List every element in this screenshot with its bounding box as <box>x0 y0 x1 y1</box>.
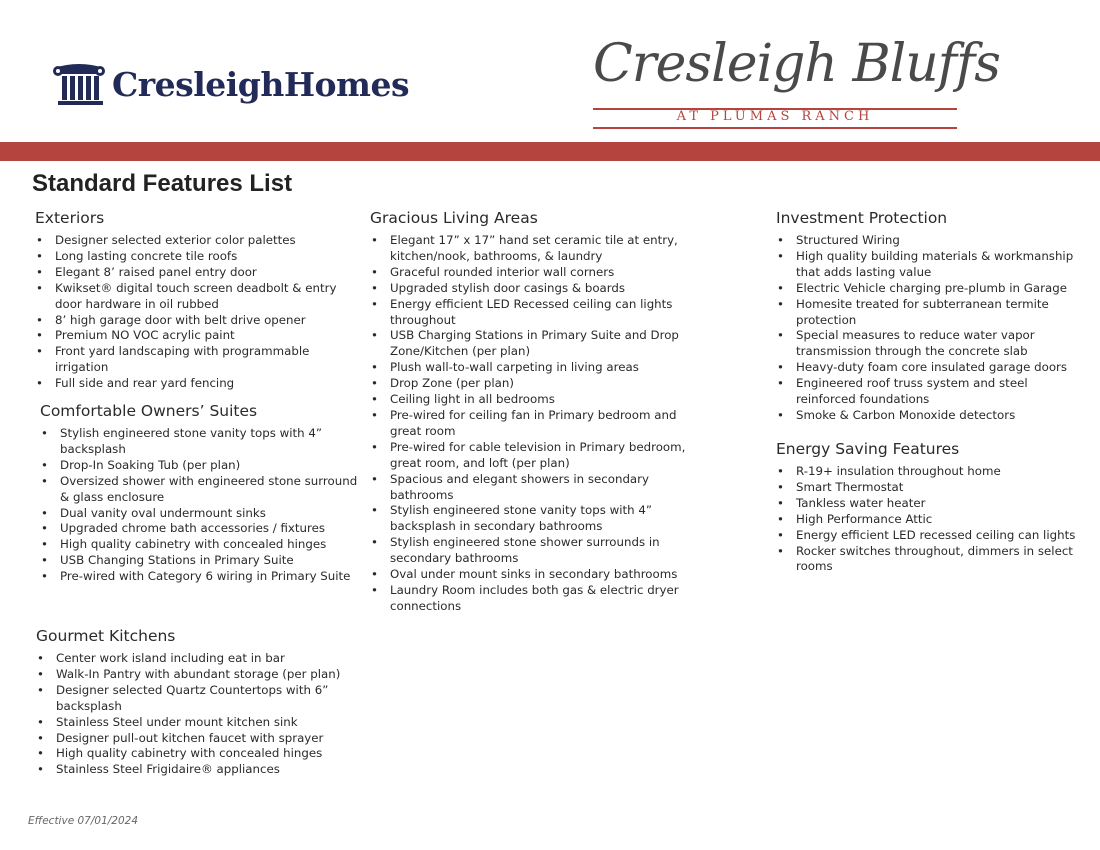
feature-item: • Stylish engineered stone shower surrounds in secondary bathrooms <box>370 535 705 567</box>
brand-right-sub: AT PLUMAS RANCH <box>676 109 874 124</box>
effective-date: Effective 07/01/2024 <box>28 815 139 827</box>
feature-item: • Spacious and elegant showers in secondary bathrooms <box>370 472 705 504</box>
feature-item: • Upgraded stylish door casings & boards <box>370 281 705 297</box>
feature-item: • Rocker switches throughout, dimmers in select rooms <box>776 544 1088 576</box>
feature-item: • Graceful rounded interior wall corners <box>370 265 705 281</box>
feature-item: • High quality building materials & workmanship that adds lasting value <box>776 249 1088 281</box>
feature-item: • Elegant 8’ raised panel entry door <box>35 265 355 281</box>
feature-item: • High quality cabinetry with concealed hinges <box>40 537 362 553</box>
feature-item: • Drop-In Soaking Tub (per plan) <box>40 458 362 474</box>
feature-item: • Ceiling light in all bedrooms <box>370 392 705 408</box>
feature-item: • Walk-In Pantry with abundant storage (per plan) <box>36 667 356 683</box>
feature-item: • Pre-wired with Category 6 wiring in Primary Suite <box>40 569 362 585</box>
feature-item: • Stylish engineered stone vanity tops with 4” backsplash <box>40 426 362 458</box>
feature-item: • Stainless Steel under mount kitchen sink <box>36 715 356 731</box>
feature-item: • Special measures to reduce water vapor transmission through the concrete slab <box>776 328 1088 360</box>
feature-item: • R-19+ insulation throughout home <box>776 464 1088 480</box>
feature-item: • Center work island including eat in bar <box>36 651 356 667</box>
feature-item: • USB Changing Stations in Primary Suite <box>40 553 362 569</box>
feature-item: • High Performance Attic <box>776 512 1088 528</box>
feature-item: • Oval under mount sinks in secondary bathrooms <box>370 567 705 583</box>
feature-item: • Smoke & Carbon Monoxide detectors <box>776 408 1088 424</box>
section-heading: Comfortable Owners’ Suites <box>40 402 258 420</box>
section-heading: Energy Saving Features <box>776 440 960 458</box>
feature-item: • Kwikset® digital touch screen deadbolt & entry door hardware in oil rubbed <box>35 281 355 313</box>
section-exteriors <box>35 209 355 392</box>
feature-item: • Upgraded chrome bath accessories / fixtures <box>40 521 362 537</box>
feature-item: • Tankless water heater <box>776 496 1088 512</box>
feature-list <box>776 233 1088 424</box>
feature-item: • Stylish engineered stone vanity tops with 4” backsplash in secondary bathrooms <box>370 503 705 535</box>
brand-left-name: CresleighHomes <box>112 64 410 104</box>
feature-item: • Homesite treated for subterranean termite protection <box>776 297 1088 329</box>
feature-item: • Long lasting concrete tile roofs <box>35 249 355 265</box>
brand-right-script: Cresleigh Bluffs <box>593 34 1000 94</box>
section-investment <box>776 209 1088 424</box>
feature-item: • Oversized shower with engineered stone surround & glass enclosure <box>40 474 362 506</box>
feature-item: • Plush wall-to-wall carpeting in living areas <box>370 360 705 376</box>
feature-item: • Dual vanity oval undermount sinks <box>40 506 362 522</box>
feature-item: • 8’ high garage door with belt drive opener <box>35 313 355 329</box>
feature-item: • Electric Vehicle charging pre-plumb in Garage <box>776 281 1088 297</box>
feature-list <box>40 426 362 585</box>
feature-item: • Energy efficient LED Recessed ceiling can lights throughout <box>370 297 705 329</box>
feature-item: • Energy efficient LED recessed ceiling can lights <box>776 528 1088 544</box>
column-logo-icon <box>50 62 108 106</box>
section-heading: Investment Protection <box>776 209 948 227</box>
feature-list <box>35 233 355 392</box>
feature-item: • Designer selected exterior color palettes <box>35 233 355 249</box>
section-owners-suites <box>40 402 362 585</box>
feature-item: • Pre-wired for ceiling fan in Primary bedroom and great room <box>370 408 705 440</box>
section-heading: Gourmet Kitchens <box>36 627 176 645</box>
feature-item: • Full side and rear yard fencing <box>35 376 355 392</box>
section-heading: Exteriors <box>35 209 105 227</box>
feature-item: • Designer pull-out kitchen faucet with sprayer <box>36 731 356 747</box>
section-energy <box>776 440 1088 575</box>
cresleigh-bluffs-logo <box>585 30 1000 142</box>
feature-item: • Structured Wiring <box>776 233 1088 249</box>
feature-item: • Front yard landscaping with programmable irrigation <box>35 344 355 376</box>
cresleigh-homes-logo <box>50 60 410 108</box>
feature-item: • USB Charging Stations in Primary Suite and Drop Zone/Kitchen (per plan) <box>370 328 705 360</box>
header-divider-bar <box>0 142 1100 161</box>
feature-item: • Elegant 17” x 17” hand set ceramic tile at entry, kitchen/nook, bathrooms, & laundry <box>370 233 705 265</box>
section-heading: Gracious Living Areas <box>370 209 538 227</box>
feature-item: • Designer selected Quartz Countertops with 6” backsplash <box>36 683 356 715</box>
feature-item: • Pre-wired for cable television in Primary bedroom, great room, and loft (per plan) <box>370 440 705 472</box>
feature-item: • Drop Zone (per plan) <box>370 376 705 392</box>
feature-item: • Stainless Steel Frigidaire® appliances <box>36 762 356 778</box>
feature-item: • Heavy-duty foam core insulated garage doors <box>776 360 1088 376</box>
feature-list <box>370 233 705 615</box>
feature-item: • Smart Thermostat <box>776 480 1088 496</box>
feature-item: • High quality cabinetry with concealed hinges <box>36 746 356 762</box>
section-living-areas <box>370 209 705 615</box>
feature-item: • Laundry Room includes both gas & electric dryer connections <box>370 583 705 615</box>
feature-list <box>776 464 1088 575</box>
feature-item: • Engineered roof truss system and steel reinforced foundations <box>776 376 1088 408</box>
section-kitchens <box>36 627 356 778</box>
feature-item: • Premium NO VOC acrylic paint <box>35 328 355 344</box>
page-title: Standard Features List <box>32 170 293 197</box>
feature-list <box>36 651 356 778</box>
